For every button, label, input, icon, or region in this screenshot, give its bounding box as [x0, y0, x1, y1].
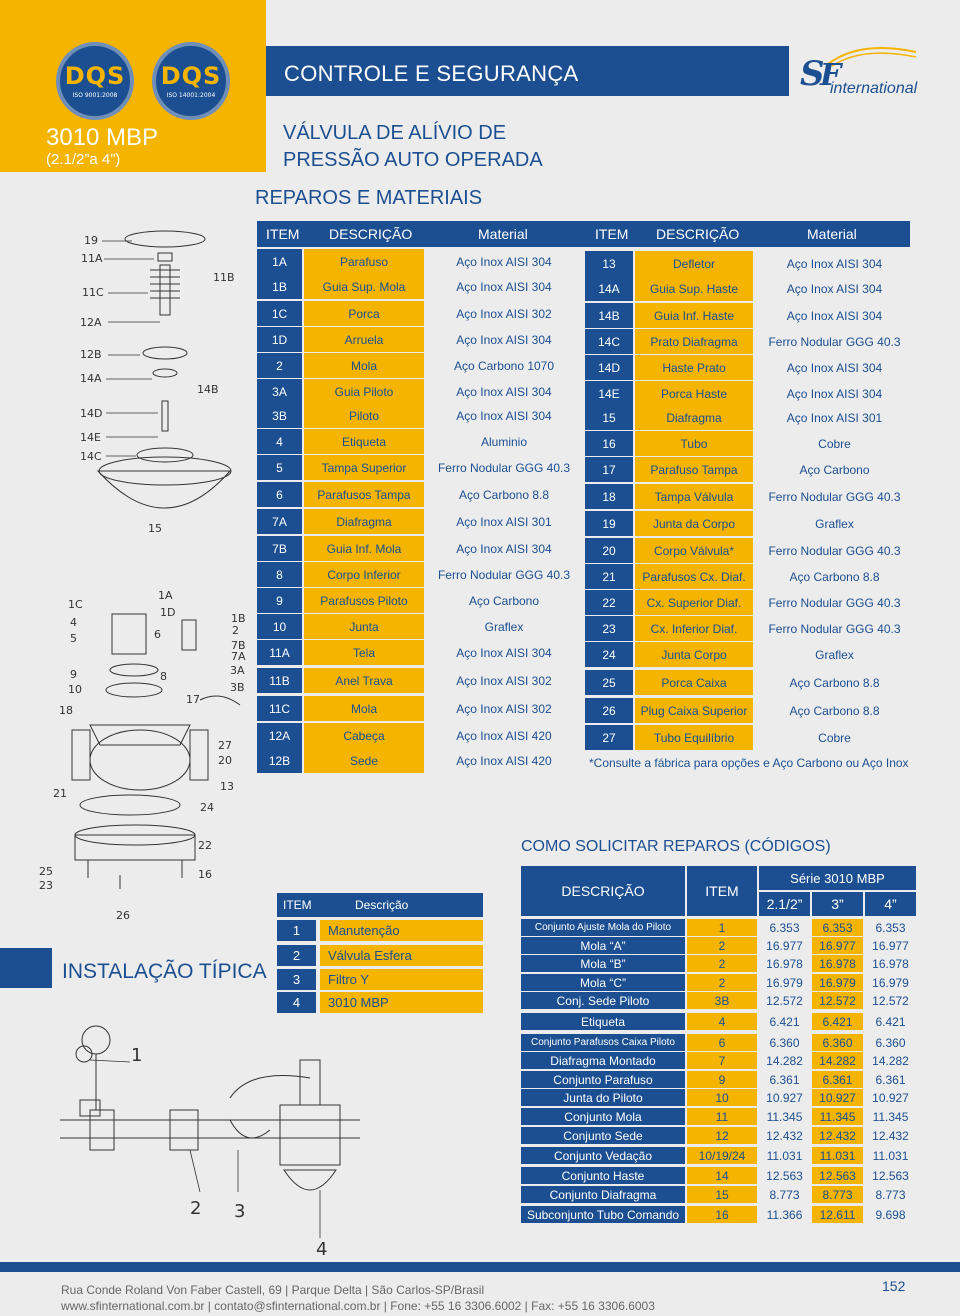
part-callout-label: 5 — [70, 632, 77, 645]
table-cell-desc: Tampa Válvula — [635, 484, 753, 509]
table-cell-item: 1B — [257, 274, 302, 299]
codes-row-value: 11.345 — [766, 1109, 803, 1124]
codes-row-value: 6.360 — [812, 1034, 863, 1051]
codes-row-value: 11.031 — [812, 1147, 863, 1164]
table-cell-item: 1A — [257, 249, 302, 274]
brand-logo-f: F — [820, 58, 842, 93]
brand-logo-s: S — [800, 54, 825, 94]
codes-header-size-1: 2.1/2” — [759, 892, 810, 916]
table-cell-material: Aço Inox AISI 304 — [428, 640, 580, 665]
parts-section-title: REPAROS E MATERIAIS — [255, 187, 483, 209]
table-cell-item: 3B — [257, 403, 302, 428]
table-cell-material: Aço Inox AISI 304 — [757, 251, 912, 276]
part-callout-label: 7B — [231, 639, 246, 652]
codes-row-item: 2 — [687, 974, 757, 991]
table-cell-item: 14C — [585, 329, 633, 354]
codes-row-value: 16.978 — [812, 955, 863, 972]
codes-row-desc: Diafragma Montado — [521, 1052, 685, 1069]
dqs-iso14001-logo: DQS ISO 14001:2004 — [152, 42, 230, 120]
codes-row-value: 6.421 — [812, 1013, 863, 1030]
model-name: 3010 MBP — [46, 124, 159, 151]
table-cell-material: Cobre — [757, 431, 912, 456]
codes-row-value: 16.978 — [766, 956, 803, 971]
table-cell-material: Aço Inox AISI 304 — [757, 276, 912, 301]
table-cell-desc: Prato Diafragma — [635, 329, 753, 354]
codes-row-item: 3B — [687, 992, 757, 1009]
codes-row-value: 6.361 — [875, 1072, 906, 1087]
page-number: 152 — [882, 1278, 906, 1294]
installation-row-desc: Válvula Esfera — [320, 945, 483, 966]
table-cell-desc: Junta Corpo — [635, 642, 753, 667]
table-cell-item: 20 — [585, 538, 633, 563]
table-cell-material: Aluminio — [428, 429, 580, 454]
brand-logo-text: international — [830, 80, 918, 97]
part-callout-label: 15 — [148, 522, 162, 535]
codes-row-item: 1 — [687, 919, 757, 936]
part-callout-label: 22 — [198, 839, 212, 852]
codes-row-desc: Conjunto Haste — [521, 1167, 685, 1184]
table-cell-material: Ferro Nodular GGG 40.3 — [757, 616, 912, 641]
table-cell-desc: Cx. Superior Diaf. — [635, 590, 753, 615]
codes-row-value: 6.360 — [875, 1035, 906, 1050]
codes-row-desc: Conjunto Diafragma — [521, 1186, 685, 1203]
table-cell-desc: Tubo — [635, 431, 753, 456]
installation-row-item: 3 — [277, 969, 316, 990]
codes-row-value: 6.353 — [812, 919, 863, 936]
table-cell-material: Aço Carbono — [428, 588, 580, 613]
codes-row-value: 6.361 — [812, 1071, 863, 1088]
part-callout-label: 13 — [220, 780, 234, 793]
codes-row-value: 9.698 — [875, 1207, 906, 1222]
table-cell-material: Aço Inox AISI 301 — [428, 509, 580, 534]
install-callout-2: 2 — [190, 1198, 202, 1219]
codes-row-value: 12.432 — [766, 1128, 803, 1143]
codes-row-value: 12.572 — [872, 993, 909, 1008]
part-callout-label: 23 — [39, 879, 53, 892]
table-cell-item: 3A — [257, 379, 302, 404]
codes-header-serie: Série 3010 MBP — [759, 866, 916, 890]
table-cell-item: 17 — [585, 457, 633, 482]
table-cell-desc: Corpo Válvula* — [635, 538, 753, 563]
footer-contacts: www.sfinternational.com.br | contato@sfinternational.com.br | Fone: +55 16 3306.6002 | Fax: +55 16 3306.6003 — [61, 1299, 655, 1313]
table-cell-material: Aço Inox AISI 302 — [428, 301, 580, 326]
part-callout-label: 8 — [160, 670, 167, 683]
codes-row-value: 6.361 — [769, 1072, 800, 1087]
table-cell-desc: Parafusos Cx. Diaf. — [635, 564, 753, 589]
parts-table-header: ITEM DESCRIÇÃO Material ITEM DESCRIÇÃO Material — [257, 221, 910, 247]
table-cell-desc: Etiqueta — [304, 429, 424, 454]
codes-row-value: 6.421 — [875, 1014, 906, 1029]
table-cell-material: Ferro Nodular GGG 40.3 — [428, 562, 580, 587]
part-callout-label: 25 — [39, 865, 53, 878]
codes-row-value: 14.282 — [872, 1053, 909, 1068]
codes-row-value: 11.031 — [872, 1148, 909, 1163]
table-cell-material: Aço Inox AISI 304 — [428, 379, 580, 404]
part-callout-label: 27 — [218, 739, 232, 752]
codes-row-value: 16.979 — [766, 975, 803, 990]
part-callout-label: 14E — [80, 431, 101, 444]
table-cell-item: 14B — [585, 303, 633, 328]
table-cell-desc: Mola — [304, 696, 424, 721]
table-cell-item: 1D — [257, 327, 302, 352]
installation-row-item: 1 — [277, 920, 316, 941]
table-cell-desc: Junta da Corpo — [635, 511, 753, 536]
table-cell-material: Aço Carbono 8.8 — [757, 670, 912, 695]
codes-header-item: ITEM — [687, 866, 757, 916]
part-callout-label: 9 — [70, 668, 77, 681]
table-cell-item: 27 — [585, 725, 633, 750]
part-callout-label: 11C — [82, 286, 104, 299]
codes-row-value: 6.353 — [769, 920, 800, 935]
table-cell-material: Aço Carbono 8.8 — [428, 482, 580, 507]
installation-row-item: 4 — [277, 992, 316, 1013]
codes-row-item: 11 — [687, 1108, 757, 1125]
codes-section-title: COMO SOLICITAR REPAROS (CÓDIGOS) — [521, 838, 831, 855]
codes-row-value: 12.572 — [766, 993, 803, 1008]
footer-bar — [0, 1262, 960, 1272]
table-cell-desc: Anel Trava — [304, 668, 424, 693]
table-cell-desc: Diafragma — [304, 509, 424, 534]
codes-row-value: 12.563 — [812, 1167, 863, 1184]
part-callout-label: 14A — [80, 372, 102, 385]
table-cell-item: 6 — [257, 482, 302, 507]
table-cell-desc: Diafragma — [635, 405, 753, 430]
install-callout-3: 3 — [234, 1201, 246, 1222]
codes-row-item: 2 — [687, 955, 757, 972]
codes-row-value: 16.979 — [812, 974, 863, 991]
table-cell-item: 24 — [585, 642, 633, 667]
codes-header-size-2: 3” — [812, 892, 863, 916]
table-cell-item: 11C — [257, 696, 302, 721]
table-cell-material: Aço Inox AISI 420 — [428, 748, 580, 773]
part-callout-label: 7A — [231, 650, 246, 663]
part-callout-label: 6 — [154, 628, 161, 641]
codes-row-value: 14.282 — [766, 1053, 803, 1068]
table-cell-item: 26 — [585, 698, 633, 723]
table-cell-material: Ferro Nodular GGG 40.3 — [757, 484, 912, 509]
codes-row-value: 16.977 — [812, 937, 863, 954]
table-cell-material: Aço Inox AISI 304 — [428, 403, 580, 428]
part-callout-label: 1B — [231, 612, 246, 625]
table-cell-desc: Sede — [304, 748, 424, 773]
table-cell-desc: Porca Haste — [635, 381, 753, 406]
installation-row-desc: Manutenção — [320, 920, 483, 941]
table-cell-item: 15 — [585, 405, 633, 430]
table-cell-material: Graflex — [428, 614, 580, 639]
codes-row-value: 16.977 — [872, 938, 909, 953]
install-callout-4: 4 — [316, 1239, 328, 1260]
installation-title: INSTALAÇÃO TÍPICA — [62, 960, 267, 983]
table-cell-material: Aço Inox AISI 301 — [757, 405, 912, 430]
codes-row-desc: Conjunto Mola — [521, 1108, 685, 1125]
part-callout-label: 1C — [68, 598, 83, 611]
part-callout-label: 1A — [158, 589, 173, 602]
part-callout-label: 18 — [59, 704, 73, 717]
table-cell-item: 8 — [257, 562, 302, 587]
part-callout-label: 2 — [232, 624, 239, 637]
table-cell-desc: Guia Piloto — [304, 379, 424, 404]
table-cell-item: 23 — [585, 616, 633, 641]
table-cell-desc: Cx. Inferior Diaf. — [635, 616, 753, 641]
codes-row-value: 6.421 — [769, 1014, 800, 1029]
part-callout-label: 10 — [68, 683, 82, 696]
codes-row-desc: Junta do Piloto — [521, 1089, 685, 1106]
part-callout-label: 11A — [81, 252, 103, 265]
table-cell-material: Ferro Nodular GGG 40.3 — [757, 538, 912, 563]
codes-row-desc: Mola “C” — [521, 974, 685, 991]
installation-table-header: ITEM Descrição — [277, 893, 483, 917]
table-cell-material: Aço Carbono 1070 — [428, 353, 580, 378]
codes-row-value: 16.977 — [766, 938, 803, 953]
table-cell-desc: Porca — [304, 301, 424, 326]
table-cell-item: 12A — [257, 723, 302, 748]
table-cell-material: Aço Inox AISI 302 — [428, 696, 580, 721]
table-cell-item: 10 — [257, 614, 302, 639]
codes-row-desc: Conjunto Ajuste Mola do Piloto — [521, 919, 685, 936]
parts-note: *Consulte a fábrica para opções e Aço Carbono ou Aço Inox — [589, 756, 909, 770]
table-cell-desc: Tubo Equilíbrio — [635, 725, 753, 750]
codes-row-item: 12 — [687, 1127, 757, 1144]
codes-row-value: 12.611 — [812, 1206, 863, 1223]
codes-row-value: 12.432 — [872, 1128, 909, 1143]
codes-row-desc: Conj. Sede Piloto — [521, 992, 685, 1009]
codes-row-item: 16 — [687, 1206, 757, 1223]
part-callout-label: 1D — [160, 606, 176, 619]
part-callout-label: 12B — [80, 348, 102, 361]
installation-row-item: 2 — [277, 945, 316, 966]
table-cell-item: 9 — [257, 588, 302, 613]
table-cell-material: Aço Inox AISI 420 — [428, 723, 580, 748]
codes-row-desc: Conjunto Vedação — [521, 1147, 685, 1164]
part-callout-label: 26 — [116, 909, 130, 922]
codes-row-desc: Subconjunto Tubo Comando — [521, 1206, 685, 1223]
table-cell-desc: Piloto — [304, 403, 424, 428]
footer-address: Rua Conde Roland Von Faber Castell, 69 | Parque Delta | São Carlos-SP/Brasil — [61, 1283, 485, 1297]
installation-band — [0, 948, 52, 988]
codes-row-value: 6.360 — [769, 1035, 800, 1050]
codes-row-item: 14 — [687, 1167, 757, 1184]
table-cell-item: 14E — [585, 381, 633, 406]
codes-row-value: 12.563 — [872, 1168, 909, 1183]
codes-row-value: 16.978 — [872, 956, 909, 971]
installation-diagram — [60, 1020, 380, 1260]
part-callout-label: 19 — [84, 234, 98, 247]
table-cell-material: Aço Inox AISI 304 — [428, 536, 580, 561]
table-cell-item: 1C — [257, 301, 302, 326]
codes-header-size-3: 4” — [865, 892, 916, 916]
table-cell-material: Ferro Nodular GGG 40.3 — [757, 590, 912, 615]
table-cell-item: 19 — [585, 511, 633, 536]
table-cell-desc: Plug Caixa Superior — [635, 698, 753, 723]
codes-row-value: 11.345 — [812, 1108, 863, 1125]
part-callout-label: 11B — [213, 271, 235, 284]
part-callout-label: 14B — [197, 383, 219, 396]
table-cell-material: Aço Carbono — [757, 457, 912, 482]
codes-row-value: 10.927 — [766, 1090, 803, 1105]
codes-row-value: 10.927 — [872, 1090, 909, 1105]
table-cell-material: Aço Inox AISI 304 — [757, 303, 912, 328]
table-cell-desc: Parafuso Tampa — [635, 457, 753, 482]
installation-row-desc: 3010 MBP — [320, 992, 483, 1013]
codes-row-value: 11.366 — [766, 1207, 803, 1222]
table-cell-item: 21 — [585, 564, 633, 589]
part-callout-label: 20 — [218, 754, 232, 767]
part-callout-label: 3A — [230, 664, 245, 677]
table-cell-desc: Mola — [304, 353, 424, 378]
table-cell-item: 12B — [257, 748, 302, 773]
table-cell-item: 22 — [585, 590, 633, 615]
codes-row-item: 7 — [687, 1052, 757, 1069]
table-cell-item: 14A — [585, 276, 633, 301]
part-callout-label: 24 — [200, 801, 214, 814]
installation-row-desc: Filtro Y — [320, 969, 483, 990]
codes-row-item: 4 — [687, 1013, 757, 1030]
part-callout-label: 17 — [186, 693, 200, 706]
table-cell-desc: Junta — [304, 614, 424, 639]
codes-header-desc: DESCRIÇÃO — [521, 866, 685, 916]
table-cell-desc: Parafusos Tampa — [304, 482, 424, 507]
codes-row-value: 16.979 — [872, 975, 909, 990]
dqs-iso9001-logo: DQS ISO 9001:2008 — [56, 42, 134, 120]
codes-row-item: 10 — [687, 1089, 757, 1106]
part-callout-label: 12A — [80, 316, 102, 329]
table-cell-material: Graflex — [757, 511, 912, 536]
table-cell-item: 16 — [585, 431, 633, 456]
table-cell-desc: Tela — [304, 640, 424, 665]
table-cell-material: Ferro Nodular GGG 40.3 — [428, 455, 580, 480]
table-cell-item: 2 — [257, 353, 302, 378]
codes-row-value: 12.572 — [812, 992, 863, 1009]
product-title: VÁLVULA DE ALÍVIO DE PRESSÃO AUTO OPERADA — [283, 122, 543, 171]
codes-row-value: 11.345 — [872, 1109, 909, 1124]
table-cell-material: Aço Inox AISI 304 — [757, 381, 912, 406]
codes-row-value: 11.031 — [766, 1148, 803, 1163]
table-cell-material: Aço Carbono 8.8 — [757, 564, 912, 589]
codes-row-value: 10.927 — [812, 1089, 863, 1106]
table-cell-material: Aço Inox AISI 302 — [428, 668, 580, 693]
table-cell-material: Graflex — [757, 642, 912, 667]
part-callout-label: 14C — [80, 450, 102, 463]
table-cell-material: Aço Inox AISI 304 — [757, 355, 912, 380]
part-callout-label: 16 — [198, 868, 212, 881]
codes-row-value: 12.563 — [766, 1168, 803, 1183]
table-cell-desc: Guia Sup. Mola — [304, 274, 424, 299]
codes-row-value: 14.282 — [812, 1052, 863, 1069]
table-cell-desc: Guia Sup. Haste — [635, 276, 753, 301]
codes-row-desc: Conjunto Parafusos Caixa Piloto — [521, 1034, 685, 1051]
table-cell-item: 18 — [585, 484, 633, 509]
codes-row-item: 10/19/24 — [687, 1147, 757, 1164]
table-cell-item: 11A — [257, 640, 302, 665]
table-cell-desc: Arruela — [304, 327, 424, 352]
part-callout-label: 4 — [70, 616, 77, 629]
codes-row-value: 8.773 — [812, 1186, 863, 1203]
table-cell-item: 14D — [585, 355, 633, 380]
table-cell-item: 11B — [257, 668, 302, 693]
table-cell-desc: Corpo Inferior — [304, 562, 424, 587]
table-cell-material: Cobre — [757, 725, 912, 750]
table-cell-item: 7B — [257, 536, 302, 561]
codes-row-item: 15 — [687, 1186, 757, 1203]
codes-row-item: 2 — [687, 937, 757, 954]
table-cell-item: 7A — [257, 509, 302, 534]
table-cell-desc: Porca Caixa — [635, 670, 753, 695]
table-cell-material: Aço Inox AISI 304 — [428, 327, 580, 352]
codes-row-item: 9 — [687, 1071, 757, 1088]
section-title: CONTROLE E SEGURANÇA — [284, 61, 579, 86]
codes-row-value: 8.773 — [769, 1187, 800, 1202]
codes-row-desc: Mola “A” — [521, 937, 685, 954]
table-cell-desc: Defletor — [635, 251, 753, 276]
table-cell-item: 5 — [257, 455, 302, 480]
table-cell-desc: Parafusos Piloto — [304, 588, 424, 613]
table-cell-item: 25 — [585, 670, 633, 695]
codes-row-value: 6.353 — [875, 920, 906, 935]
table-cell-desc: Cabeça — [304, 723, 424, 748]
table-cell-material: Ferro Nodular GGG 40.3 — [757, 329, 912, 354]
part-callout-label: 14D — [80, 407, 103, 420]
codes-row-value: 8.773 — [875, 1187, 906, 1202]
table-cell-item: 4 — [257, 429, 302, 454]
codes-row-value: 12.432 — [812, 1127, 863, 1144]
table-cell-material: Aço Inox AISI 304 — [428, 274, 580, 299]
table-cell-desc: Tampa Superior — [304, 455, 424, 480]
codes-row-desc: Etiqueta — [521, 1013, 685, 1030]
table-cell-material: Aço Carbono 8.8 — [757, 698, 912, 723]
model-sizes: (2.1/2”a 4”) — [46, 151, 121, 168]
table-cell-item: 13 — [585, 251, 633, 276]
codes-row-desc: Mola “B” — [521, 955, 685, 972]
table-cell-desc: Parafuso — [304, 249, 424, 274]
part-callout-label: 3B — [230, 681, 245, 694]
table-cell-desc: Haste Prato — [635, 355, 753, 380]
install-callout-1: 1 — [131, 1045, 143, 1066]
part-callout-label: 21 — [53, 787, 67, 800]
codes-row-desc: Conjunto Parafuso — [521, 1071, 685, 1088]
table-cell-desc: Guia Inf. Mola — [304, 536, 424, 561]
codes-row-item: 6 — [687, 1034, 757, 1051]
table-cell-desc: Guia Inf. Haste — [635, 303, 753, 328]
table-cell-material: Aço Inox AISI 304 — [428, 249, 580, 274]
codes-row-desc: Conjunto Sede — [521, 1127, 685, 1144]
